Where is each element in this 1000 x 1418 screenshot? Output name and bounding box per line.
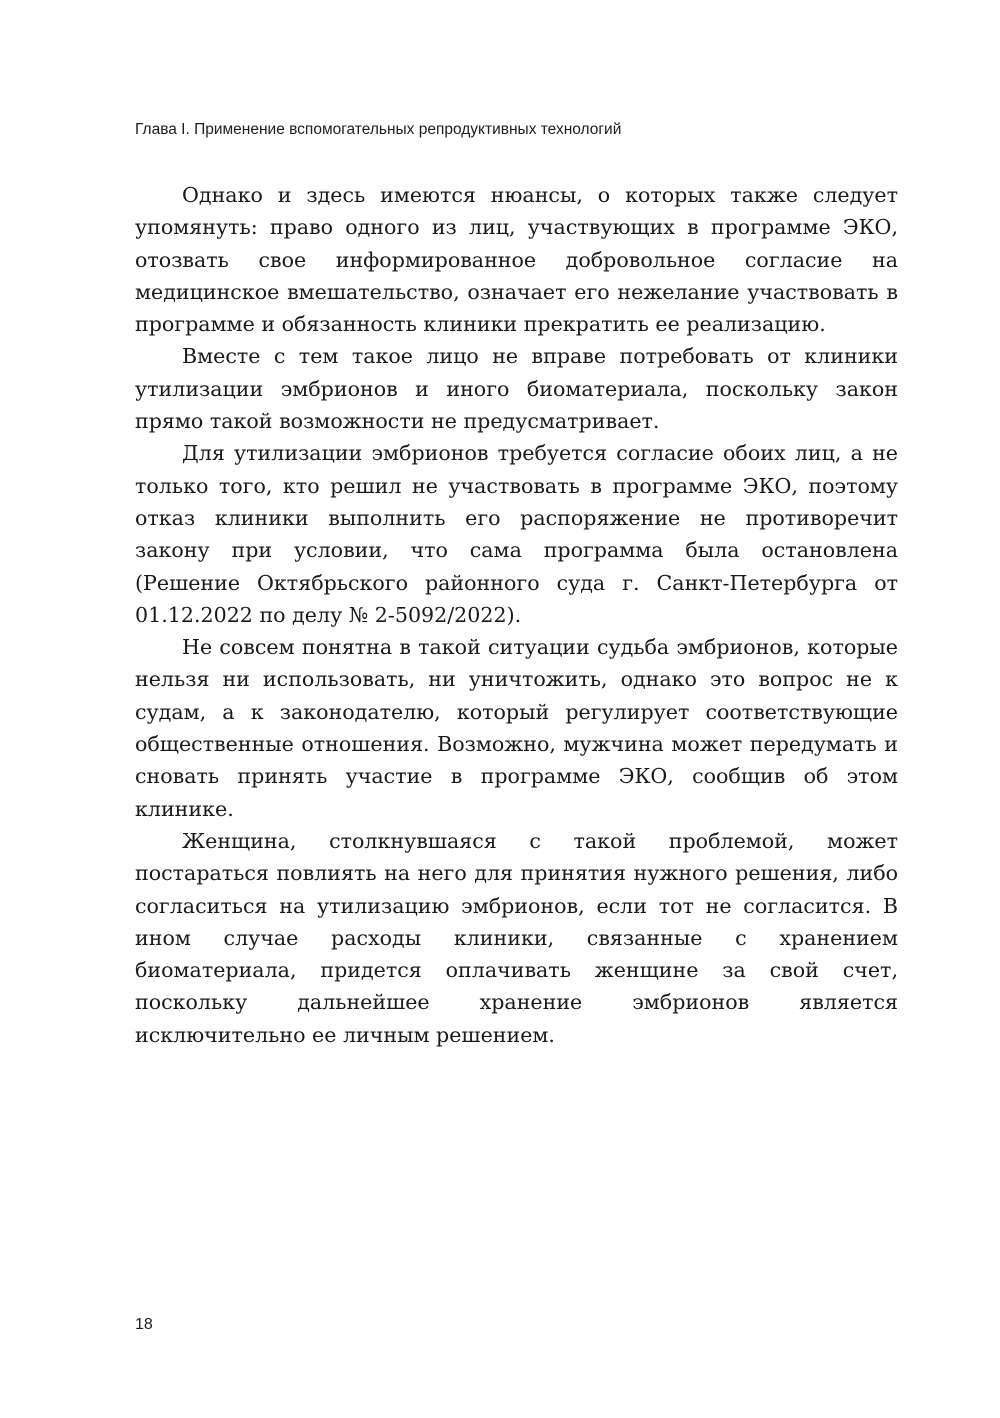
- page-number: 18: [135, 1316, 153, 1333]
- body-text: [135, 179, 898, 1051]
- paragraph: Для утилизации эмбрионов требуется согласие обоих лиц, а не только того, кто решил не участвовать в программе ЭКО, поэтому отказ клиники выполнить его распоряжение не противоречит закону при условии, что сама программа была остановлена (Решение Октябрьского районного суда г. Санкт-Петербурга от 01.12.2022 по делу № 2-5092/2022).: [135, 441, 898, 627]
- paragraph: Вместе с тем такое лицо не вправе потребовать от клиники утилизации эмбрионов и иного биоматериала, поскольку закон прямо такой возможности не предусматривает.: [135, 344, 898, 434]
- paragraph: Однако и здесь имеются нюансы, о которых также следует упомянуть: право одного из лиц, участвующих в программе ЭКО, отозвать свое информированное добровольное согласие на медицинское вмешательство, означает его нежелание участвовать в программе и обязанность клиники прекратить ее реализацию.: [135, 183, 898, 337]
- paragraph: Не совсем понятна в такой ситуации судьба эмбрионов, которые нельзя ни использовать, ни уничтожить, однако это вопрос не к судам, а к законодателю, который регулирует соответствующие общественные отношения. Возможно, мужчина может передумать и сновать принять участие в программе ЭКО, сообщив об этом клинике.: [135, 635, 898, 821]
- paragraph: Женщина, столкнувшаяся с такой проблемой, может постараться повлиять на него для принятия нужного решения, либо согласиться на утилизацию эмбрионов, если тот не согласится. В ином случае расходы клиники, связанные с хранением биоматериала, придется оплачивать женщине за свой счет, поскольку дальнейшее хранение эмбрионов является исключительно ее личным решением.: [135, 828, 898, 1047]
- running-header: Глава I. Применение вспомогательных репродуктивных технологий: [135, 121, 622, 138]
